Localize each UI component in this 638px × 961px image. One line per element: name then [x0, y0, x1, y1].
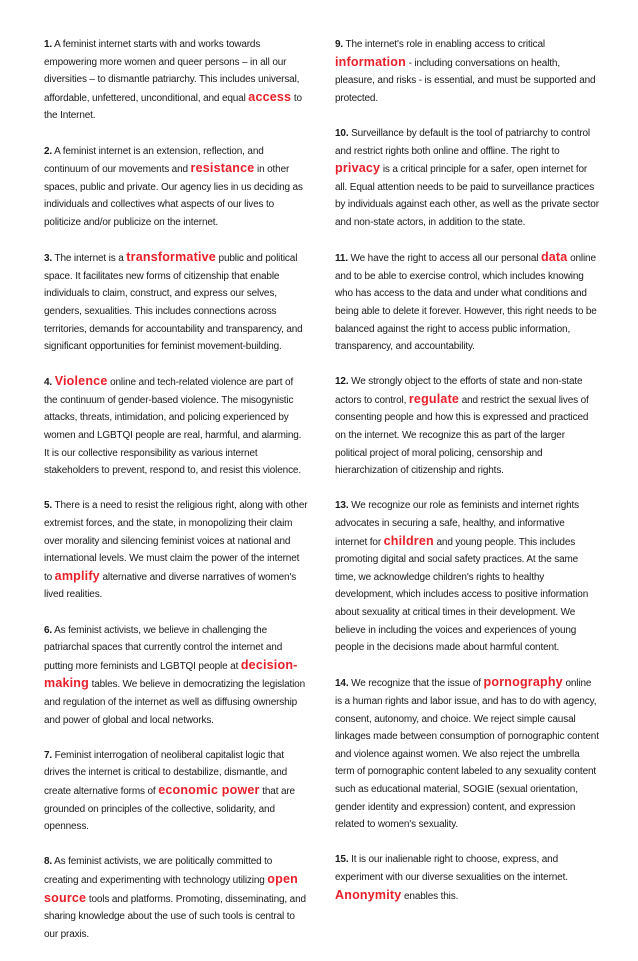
principle-paragraph: [335, 125, 599, 232]
principle-text: online and tech-related violence are part of the continuum of gender-based violence. The misogynistic attacks, threats, intimidation, and policing experienced by women and LGBTQI people are real, harmful, and alarming. It is our collective responsibility as various internet stakeholders to prevent, respond to, and resist this violence.: [44, 377, 302, 477]
principle-paragraph: [44, 497, 308, 604]
principle-text: We recognize that the issue of: [348, 678, 484, 690]
principle-paragraph: [44, 373, 308, 480]
principle-number: 1.: [44, 39, 53, 50]
principle-number: 9.: [335, 39, 344, 50]
principle-text: Feminist interrogation of neoliberal capitalist logic that drives the internet is critical to destabilize, dismantle, and create alternative forms of: [44, 749, 288, 797]
principle-paragraph: [44, 143, 308, 232]
principle-number: 4.: [44, 377, 53, 389]
principle-keyword: resistance: [190, 161, 255, 176]
principle-number: 12.: [335, 376, 349, 388]
principle-text: is a critical principle for a safer, open internet for all. Equal attention needs to be paid to surveillance practices by individuals against each other, as well as the private sector and non-state actors, in addition to the state.: [335, 164, 599, 228]
principle-text: Surveillance by default is the tool of patriarchy to control and restrict rights both online and offline. The right to: [335, 127, 590, 157]
principle-paragraph: [44, 622, 308, 730]
principle-keyword: data: [540, 250, 568, 265]
principle-text: As feminist activists, we are politically committed to creating and experimenting with technology utilizing: [44, 856, 273, 886]
principle-text: We have the right to access all our personal: [347, 253, 541, 265]
principle-keyword: children: [383, 533, 434, 548]
principle-text: A feminist internet is an extension, reflection, and continuum of our movements and: [44, 145, 264, 176]
principle-paragraph: [335, 851, 599, 905]
principle-number: 14.: [335, 678, 349, 690]
principle-text: A feminist internet starts with and works towards empowering more women and queer persons – in all our diversities – to dismantle patriarchy. This includes universal, affordable, unfettered, unconditional, and equal: [44, 39, 300, 104]
principle-keyword: information: [335, 54, 406, 69]
principle-paragraph: [335, 674, 599, 833]
principle-paragraph: [44, 853, 308, 943]
principle-text: that are grounded on principles of the collective, solidarity, and openness.: [44, 785, 295, 833]
principle-keyword: Violence: [54, 374, 108, 389]
principle-text: The internet is a: [52, 253, 127, 265]
principle-text: and young people. This includes promoting digital and social safety practices. At the same time, we acknowledge children's rights to healthy development, which includes access to positive information about sexuality at critical times in their development. We believe in including the voices and experiences of young people in the decisions made about harmful content.: [335, 536, 589, 654]
principle-number: 6.: [44, 624, 53, 636]
principle-text: in other spaces, public and private. Our agency lies in us deciding as individuals and collectives what aspects of our lives to politicize and/or publicize on the internet.: [44, 164, 303, 228]
principle-number: 7.: [44, 749, 53, 761]
principle-number: 2.: [44, 145, 53, 157]
principle-text: enables this.: [401, 890, 459, 902]
principle-number: 8.: [44, 856, 53, 868]
principle-text: There is a need to resist the religious right, along with other extremist forces, and the state, in monopolizing their claim over morality and silencing feminist voices at national and international levels. We must claim the power of the internet to: [44, 500, 308, 583]
principle-text: We strongly object to the efforts of state and non-state actors to control,: [335, 376, 583, 406]
principle-paragraph: [44, 249, 308, 356]
principle-text: online and to be able to exercise control, which includes knowing who has access to the data and under what conditions and being able to delete it forever. However, this right needs to be balanced against the right to access public information, transparency, and accountability.: [335, 253, 597, 353]
principle-text: online is a human rights and labor issue, and has to do with agency, consent, autonomy, and choice. We reject simple causal linkages made between consumption of pornographic content and violence against women. We also reject the umbrella term of pornographic content labeled to any sexuality content such as educational material, SOGIE (sexual orientation, gender identity and expression) content, and expression related to women's sexuality.: [335, 678, 599, 831]
principle-keyword: access: [248, 89, 292, 104]
principle-number: 13.: [335, 500, 349, 512]
principle-keyword: Anonymity: [335, 887, 402, 902]
principle-keyword: economic power: [158, 782, 260, 797]
principle-keyword: regulate: [408, 391, 460, 406]
principle-keyword: amplify: [54, 568, 100, 583]
principle-text: alternative and diverse narratives of women's lived realities.: [44, 571, 297, 601]
principle-paragraph: [335, 373, 599, 480]
principle-paragraph: [335, 249, 599, 356]
principle-text: and restrict the sexual lives of consenting people and how this is expressed and practiced on the internet. We recognize this as part of the larger political project of moral policing, censorship and hierarchization of citizenship and rights.: [335, 394, 589, 477]
principle-number: 5.: [44, 500, 53, 512]
principle-text: public and political space. It facilitates new forms of citizenship that enable individuals to claim, construct, and express our selves, genders, sexualities. This includes connections across territories, demands for accountability and transparency, and significant opportunities for feminist movement-building.: [44, 253, 303, 353]
principle-number: 3.: [44, 253, 53, 265]
principle-text: We recognize our role as feminists and internet rights advocates in securing a safe, healthy, and informative internet for: [335, 500, 580, 548]
principle-text: tools and platforms. Promoting, disseminating, and sharing knowledge about the use of such tools is central to our praxis.: [44, 893, 306, 940]
principle-number: 15.: [335, 854, 349, 866]
principle-text: tables. We believe in democratizing the legislation and regulation of the internet as well as diffusing ownership and power of global and local networks.: [44, 679, 305, 726]
principle-number: 10.: [335, 127, 349, 139]
principle-paragraph: [44, 36, 308, 125]
principle-text: As feminist activists, we believe in challenging the patriarchal spaces that currently control the internet and putting more feminists and LGBTQI people at: [44, 624, 283, 672]
principle-keyword: open source: [44, 871, 298, 905]
principle-text: to the Internet.: [44, 92, 302, 122]
right-column: [335, 36, 599, 923]
principle-paragraph: [44, 747, 308, 836]
principle-keyword: transformative: [126, 250, 216, 265]
principle-number: 11.: [335, 253, 348, 265]
principle-text: - including conversations on health, pleasure, and risks - is essential, and must be supported and protected.: [335, 57, 596, 104]
principle-keyword: pornography: [483, 675, 563, 690]
principle-keyword: privacy: [335, 161, 381, 176]
principle-paragraph: [335, 497, 599, 656]
principle-keyword: decision-making: [44, 657, 298, 691]
left-column: [44, 36, 308, 961]
principle-text: The internet's role in enabling access to critical: [343, 39, 546, 50]
principle-paragraph: [335, 36, 599, 107]
principle-text: It is our inalienable right to choose, express, and experiment with our diverse sexualities on the internet.: [335, 854, 568, 883]
